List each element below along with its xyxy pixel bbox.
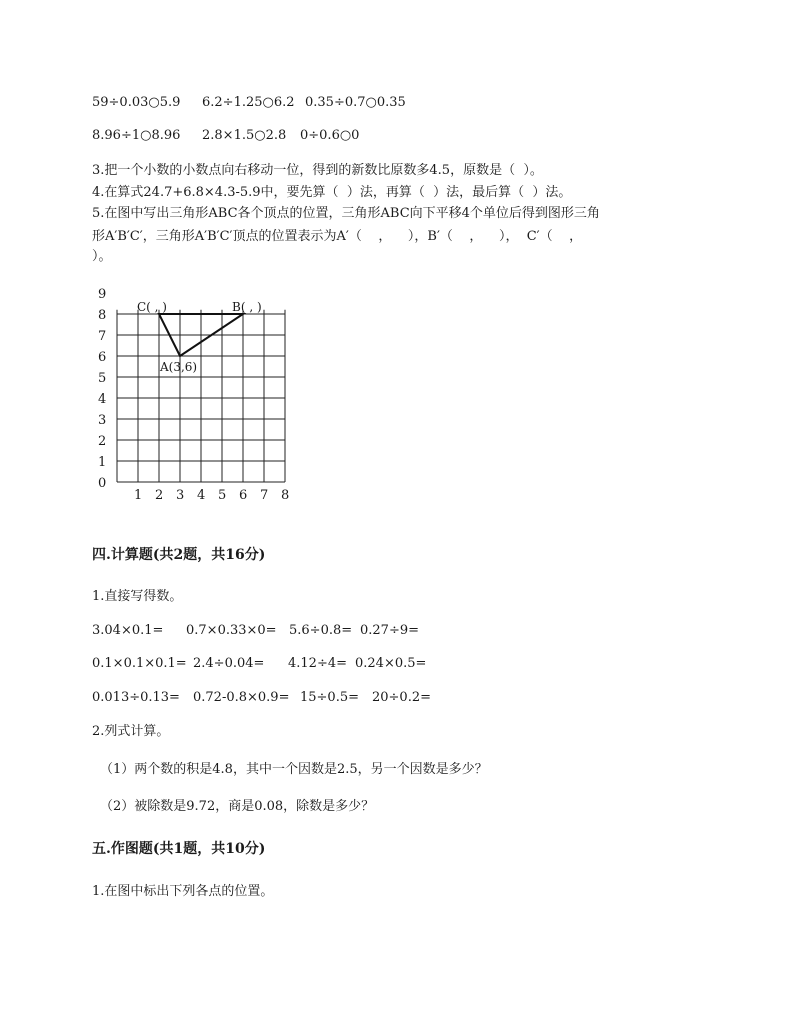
calc-item: 0.72-0.8×0.9= bbox=[193, 690, 290, 705]
grid-lines bbox=[117, 310, 285, 482]
compare-item: 0.35÷0.7○0.35 bbox=[305, 95, 406, 110]
compare-item: 0÷0.6○0 bbox=[300, 128, 360, 143]
x-tick-label: 3 bbox=[176, 488, 185, 503]
compare-item: 6.2÷1.25○6.2 bbox=[202, 95, 295, 110]
y-tick-label: 5 bbox=[98, 371, 107, 386]
x-tick-label: 2 bbox=[155, 488, 164, 503]
y-tick-label: 2 bbox=[98, 434, 107, 449]
y-tick-label: 7 bbox=[98, 329, 107, 344]
calc-item: 15÷0.5= bbox=[300, 690, 360, 705]
x-tick-label: 7 bbox=[260, 488, 269, 503]
y-tick-label: 3 bbox=[98, 413, 107, 428]
section-5-title: 五.作图题(共1题，共10分) bbox=[92, 841, 266, 857]
calc-item: 0.7×0.33×0= bbox=[186, 623, 277, 638]
x-axis-ticks bbox=[134, 488, 289, 503]
calc-item: 5.6÷0.8= bbox=[289, 623, 353, 638]
compare-item: 59÷0.03○5.9 bbox=[92, 95, 181, 110]
y-tick-label: 8 bbox=[98, 308, 107, 323]
x-tick-label: 8 bbox=[281, 488, 290, 503]
question-4: 4.在算式24.7+6.8×4.3-5.9中，要先算（ ）法，再算（ ）法，最后算（ ）法。 bbox=[92, 185, 572, 200]
calc-item: 0.27÷9= bbox=[360, 623, 420, 638]
calc-item: 2.4÷0.04= bbox=[193, 656, 265, 671]
section-4-q2-2: （2）被除数是9.72，商是0.08，除数是多少？ bbox=[100, 799, 375, 814]
y-tick-label: 6 bbox=[98, 350, 107, 365]
section-4-q1: 1.直接写得数。 bbox=[92, 589, 183, 604]
y-tick-label: 1 bbox=[98, 455, 107, 470]
label-a: A(3,6) bbox=[160, 360, 198, 374]
calc-item: 3.04×0.1= bbox=[92, 623, 164, 638]
calc-item: 4.12÷4= bbox=[288, 656, 348, 671]
coordinate-grid bbox=[90, 282, 300, 507]
question-5-line3: ）。 bbox=[92, 249, 112, 264]
calc-item: 0.24×0.5= bbox=[355, 656, 427, 671]
calc-item: 20÷0.2= bbox=[372, 690, 432, 705]
calc-item: 0.1×0.1×0.1= bbox=[92, 656, 187, 671]
x-tick-label: 6 bbox=[239, 488, 248, 503]
section-4-title: 四.计算题(共2题，共16分) bbox=[92, 547, 266, 563]
calc-item: 0.013÷0.13= bbox=[92, 690, 180, 705]
x-tick-label: 5 bbox=[218, 488, 227, 503]
compare-item: 8.96÷1○8.96 bbox=[92, 128, 181, 143]
section-4-q2: 2.列式计算。 bbox=[92, 724, 170, 739]
question-5-line1: 5.在图中写出三角形ABC各个顶点的位置，三角形ABC向下平移4个单位后得到图形三角 bbox=[92, 206, 600, 221]
label-b: B( , ) bbox=[232, 300, 262, 314]
y-axis-ticks bbox=[98, 287, 106, 491]
y-tick-label: 4 bbox=[98, 392, 107, 407]
question-3: 3.把一个小数的小数点向右移动一位，得到的新数比原数多4.5，原数是（ ）。 bbox=[92, 163, 543, 178]
x-tick-label: 1 bbox=[134, 488, 143, 503]
compare-item: 2.8×1.5○2.8 bbox=[202, 128, 287, 143]
x-tick-label: 4 bbox=[197, 488, 206, 503]
y-tick-label: 0 bbox=[98, 476, 107, 491]
label-c: C( , ) bbox=[137, 300, 167, 314]
section-5-q1: 1.在图中标出下列各点的位置。 bbox=[92, 884, 274, 899]
y-tick-label: 9 bbox=[98, 287, 107, 302]
question-5-line2: 形A′B′C′，三角形A′B′C′顶点的位置表示为A′（ ， ），B′（ ， ）， C′（ ， bbox=[92, 229, 583, 244]
section-4-q2-1: （1）两个数的积是4.8，其中一个因数是2.5，另一个因数是多少？ bbox=[100, 762, 488, 777]
